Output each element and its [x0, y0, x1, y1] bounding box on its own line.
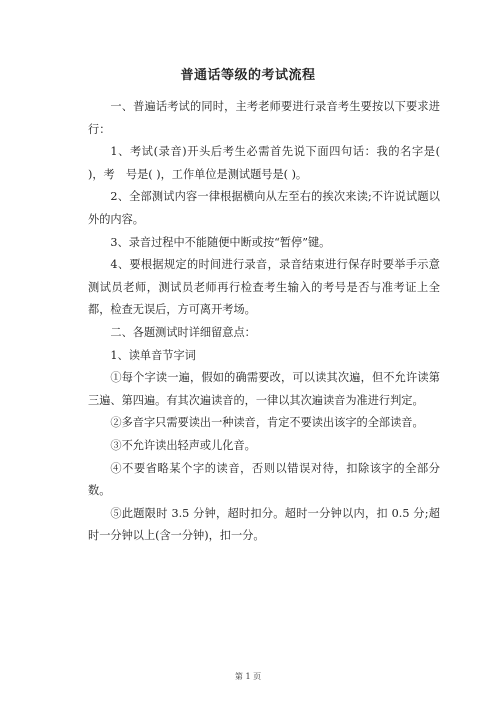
page-number: 第 1 页 — [234, 672, 262, 681]
document-title: 普通话等级的考试流程 — [180, 68, 316, 83]
paragraph-rule-1: 1、考试(录音)开头后考生必需首先说下面四句话：我的名字是( )，考 号是( )，工作单位是测试题号是( )。 — [88, 145, 440, 181]
paragraph-point-2: ②多音字只需要读出一种读音，肯定不要读出该字的全部读音。 — [110, 416, 424, 430]
paragraph-rule-4: 4、要根据规定的时间进行录音，录音结束进行保存时要举手示意测试员老师，测试员老师再行检查考生输入的考号是否与准考证上全都，检查无误后，方可离开考场。 — [88, 258, 440, 317]
paragraph-section-one-heading: 一、普遍话考试的同时，主考老师要进行录音考生要按以下要求进行： — [88, 100, 440, 136]
paragraph-rule-2: 2、全部测试内容一律根据横向从左至右的挨次来读;不许说试题以外的内容。 — [88, 190, 440, 226]
paragraph-point-3: ③不允许读出轻声或儿化音。 — [110, 438, 256, 452]
paragraph-subsection-1: 1、读单音节字词 — [110, 348, 196, 362]
paragraph-point-1: ①每个字读一遍，假如的确需要改，可以读其次遍，但不允许读第三遍、第四遍。有其次遍读音的，一律以其次遍读音为准进行判定。 — [88, 371, 440, 407]
paragraph-point-5: ⑤此题限时 3.5 分钟，超时扣分。超时一分钟以内，扣 0.5 分;超时一分钟以上(含一分钟)，扣一分。 — [88, 506, 440, 543]
paragraph-point-4: ④不要省略某个字的读音，否则以错误对待，扣除该字的全部分数。 — [88, 461, 440, 498]
paragraph-rule-3: 3、录音过程中不能随便中断或按“暂停”键。 — [110, 235, 331, 249]
document-body — [88, 96, 440, 548]
paragraph-section-two-heading: 二、各题测试时详细留意点： — [110, 325, 256, 339]
